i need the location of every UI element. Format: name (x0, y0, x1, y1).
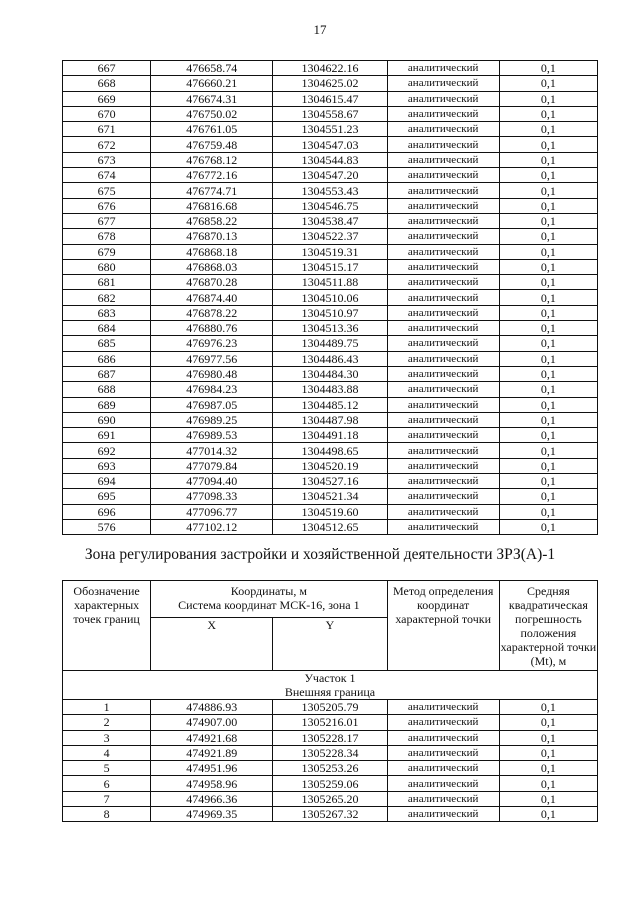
y-coordinate-cell: 1304547.03 (273, 137, 387, 152)
x-coordinate-cell: 477098.33 (151, 489, 273, 504)
table-row (63, 745, 598, 760)
table-row (63, 807, 598, 822)
x-coordinate-cell: 476984.23 (151, 382, 273, 397)
x-coordinate-cell: 476870.28 (151, 275, 273, 290)
y-coordinate-cell: 1304512.65 (273, 519, 387, 534)
method-cell: аналитический (387, 168, 499, 183)
error-cell: 0,1 (499, 351, 597, 366)
y-coordinate-cell: 1304522.37 (273, 229, 387, 244)
error-cell: 0,1 (499, 700, 597, 715)
header-x: X (151, 618, 273, 671)
header-error: Средняя квадратическая погрешность положения характерной точки (Mt), м (499, 581, 597, 671)
zone-heading: Зона регулирования застройки и хозяйственной деятельности ЗРЗ(А)-1 (84, 546, 556, 563)
error-cell: 0,1 (499, 443, 597, 458)
method-cell: аналитический (387, 761, 499, 776)
table-row (63, 366, 598, 381)
x-coordinate-cell: 477096.77 (151, 504, 273, 519)
table-row (63, 474, 598, 489)
method-cell: аналитический (387, 321, 499, 336)
x-coordinate-cell: 476980.48 (151, 366, 273, 381)
x-coordinate-cell: 474951.96 (151, 761, 273, 776)
table-row (63, 715, 598, 730)
error-cell: 0,1 (499, 244, 597, 259)
header-point: Обозначение характерных точек границ (63, 581, 151, 671)
method-cell: аналитический (387, 91, 499, 106)
point-number-cell: 688 (63, 382, 151, 397)
y-coordinate-cell: 1304484.30 (273, 366, 387, 381)
x-coordinate-cell: 476660.21 (151, 76, 273, 91)
error-cell: 0,1 (499, 412, 597, 427)
y-coordinate-cell: 1304511.88 (273, 275, 387, 290)
y-coordinate-cell: 1304486.43 (273, 351, 387, 366)
method-cell: аналитический (387, 504, 499, 519)
y-coordinate-cell: 1304551.23 (273, 122, 387, 137)
table-row (63, 382, 598, 397)
y-coordinate-cell: 1304487.98 (273, 412, 387, 427)
error-cell: 0,1 (499, 259, 597, 274)
method-cell: аналитический (387, 382, 499, 397)
table-row (63, 305, 598, 320)
x-coordinate-cell: 476858.22 (151, 213, 273, 228)
point-number-cell: 4 (63, 745, 151, 760)
y-coordinate-cell: 1305205.79 (273, 700, 387, 715)
x-coordinate-cell: 474969.35 (151, 807, 273, 822)
y-coordinate-cell: 1304515.17 (273, 259, 387, 274)
x-coordinate-cell: 476870.13 (151, 229, 273, 244)
point-number-cell: 677 (63, 213, 151, 228)
error-cell: 0,1 (499, 715, 597, 730)
error-cell: 0,1 (499, 336, 597, 351)
x-coordinate-cell: 474921.89 (151, 745, 273, 760)
table-row (63, 730, 598, 745)
point-number-cell: 685 (63, 336, 151, 351)
table-row (63, 152, 598, 167)
point-number-cell: 670 (63, 106, 151, 121)
y-coordinate-cell: 1304622.16 (273, 61, 387, 76)
error-cell: 0,1 (499, 122, 597, 137)
error-cell: 0,1 (499, 730, 597, 745)
point-number-cell: 673 (63, 152, 151, 167)
x-coordinate-cell: 477102.12 (151, 519, 273, 534)
y-coordinate-cell: 1304625.02 (273, 76, 387, 91)
header-coords-title: Координаты, м (230, 584, 307, 598)
table-row (63, 321, 598, 336)
point-number-cell: 687 (63, 366, 151, 381)
table-row (63, 776, 598, 791)
y-coordinate-cell: 1304483.88 (273, 382, 387, 397)
y-coordinate-cell: 1305267.32 (273, 807, 387, 822)
table-row (63, 61, 598, 76)
point-number-cell: 681 (63, 275, 151, 290)
error-cell: 0,1 (499, 745, 597, 760)
point-number-cell: 672 (63, 137, 151, 152)
point-number-cell: 6 (63, 776, 151, 791)
x-coordinate-cell: 476774.71 (151, 183, 273, 198)
point-number-cell: 2 (63, 715, 151, 730)
table-row (63, 791, 598, 806)
x-coordinate-cell: 476989.53 (151, 428, 273, 443)
point-number-cell: 689 (63, 397, 151, 412)
method-cell: аналитический (387, 61, 499, 76)
point-number-cell: 675 (63, 183, 151, 198)
table-row (63, 76, 598, 91)
table-row (63, 244, 598, 259)
error-cell: 0,1 (499, 428, 597, 443)
x-coordinate-cell: 476768.12 (151, 152, 273, 167)
y-coordinate-cell: 1304510.97 (273, 305, 387, 320)
x-coordinate-cell: 477094.40 (151, 474, 273, 489)
header-method: Метод определения координат характерной точки (387, 581, 499, 671)
error-cell: 0,1 (499, 305, 597, 320)
error-cell: 0,1 (499, 807, 597, 822)
point-number-cell: 691 (63, 428, 151, 443)
point-number-cell: 5 (63, 761, 151, 776)
error-cell: 0,1 (499, 183, 597, 198)
x-coordinate-cell: 474958.96 (151, 776, 273, 791)
method-cell: аналитический (387, 791, 499, 806)
point-number-cell: 667 (63, 61, 151, 76)
point-number-cell: 674 (63, 168, 151, 183)
x-coordinate-cell: 476759.48 (151, 137, 273, 152)
method-cell: аналитический (387, 244, 499, 259)
y-coordinate-cell: 1304520.19 (273, 458, 387, 473)
page-number: 17 (313, 22, 327, 37)
table-row (63, 198, 598, 213)
point-number-cell: 680 (63, 259, 151, 274)
x-coordinate-cell: 476674.31 (151, 91, 273, 106)
point-number-cell: 693 (63, 458, 151, 473)
method-cell: аналитический (387, 198, 499, 213)
y-coordinate-cell: 1304510.06 (273, 290, 387, 305)
error-cell: 0,1 (499, 474, 597, 489)
method-cell: аналитический (387, 700, 499, 715)
table-row (63, 183, 598, 198)
method-cell: аналитический (387, 76, 499, 91)
method-cell: аналитический (387, 519, 499, 534)
point-number-cell: 668 (63, 76, 151, 91)
method-cell: аналитический (387, 807, 499, 822)
method-cell: аналитический (387, 122, 499, 137)
table-row (63, 122, 598, 137)
point-number-cell: 669 (63, 91, 151, 106)
method-cell: аналитический (387, 443, 499, 458)
point-number-cell: 694 (63, 474, 151, 489)
header-coord-system: Система координат МСК-16, зона 1 (178, 598, 360, 612)
method-cell: аналитический (387, 137, 499, 152)
method-cell: аналитический (387, 305, 499, 320)
y-coordinate-cell: 1304553.43 (273, 183, 387, 198)
error-cell: 0,1 (499, 290, 597, 305)
x-coordinate-cell: 474907.00 (151, 715, 273, 730)
error-cell: 0,1 (499, 776, 597, 791)
table-row (63, 761, 598, 776)
table-row (63, 458, 598, 473)
x-coordinate-cell: 476868.18 (151, 244, 273, 259)
error-cell: 0,1 (499, 791, 597, 806)
header-coords (151, 581, 387, 618)
zone-coordinates-table (62, 580, 598, 822)
table-row (63, 351, 598, 366)
x-coordinate-cell: 476750.02 (151, 106, 273, 121)
y-coordinate-cell: 1304513.36 (273, 321, 387, 336)
y-coordinate-cell: 1304547.20 (273, 168, 387, 183)
y-coordinate-cell: 1304519.31 (273, 244, 387, 259)
x-coordinate-cell: 474886.93 (151, 700, 273, 715)
method-cell: аналитический (387, 290, 499, 305)
x-coordinate-cell: 476761.05 (151, 122, 273, 137)
error-cell: 0,1 (499, 504, 597, 519)
coordinates-table-body (63, 61, 598, 535)
method-cell: аналитический (387, 213, 499, 228)
error-cell: 0,1 (499, 61, 597, 76)
table-row (63, 519, 598, 534)
point-number-cell: 576 (63, 519, 151, 534)
x-coordinate-cell: 476658.74 (151, 61, 273, 76)
table-row (63, 290, 598, 305)
method-cell: аналитический (387, 474, 499, 489)
y-coordinate-cell: 1305253.26 (273, 761, 387, 776)
point-number-cell: 1 (63, 700, 151, 715)
point-number-cell: 678 (63, 229, 151, 244)
table-row (63, 259, 598, 274)
method-cell: аналитический (387, 351, 499, 366)
method-cell: аналитический (387, 336, 499, 351)
error-cell: 0,1 (499, 458, 597, 473)
y-coordinate-cell: 1304519.60 (273, 504, 387, 519)
table-row (63, 443, 598, 458)
y-coordinate-cell: 1304527.16 (273, 474, 387, 489)
table-row (63, 397, 598, 412)
method-cell: аналитический (387, 366, 499, 381)
y-coordinate-cell: 1305228.17 (273, 730, 387, 745)
error-cell: 0,1 (499, 275, 597, 290)
x-coordinate-cell: 476874.40 (151, 290, 273, 305)
method-cell: аналитический (387, 730, 499, 745)
error-cell: 0,1 (499, 137, 597, 152)
method-cell: аналитический (387, 397, 499, 412)
point-number-cell: 682 (63, 290, 151, 305)
point-number-cell: 695 (63, 489, 151, 504)
point-number-cell: 684 (63, 321, 151, 336)
y-coordinate-cell: 1304489.75 (273, 336, 387, 351)
table-row (63, 137, 598, 152)
table-row (63, 275, 598, 290)
x-coordinate-cell: 477014.32 (151, 443, 273, 458)
table-row (63, 504, 598, 519)
point-number-cell: 692 (63, 443, 151, 458)
y-coordinate-cell: 1305216.01 (273, 715, 387, 730)
x-coordinate-cell: 476878.22 (151, 305, 273, 320)
y-coordinate-cell: 1304615.47 (273, 91, 387, 106)
method-cell: аналитический (387, 275, 499, 290)
y-coordinate-cell: 1305228.34 (273, 745, 387, 760)
table-row (63, 91, 598, 106)
x-coordinate-cell: 476868.03 (151, 259, 273, 274)
point-number-cell: 3 (63, 730, 151, 745)
method-cell: аналитический (387, 412, 499, 427)
x-coordinate-cell: 476816.68 (151, 198, 273, 213)
point-number-cell: 686 (63, 351, 151, 366)
y-coordinate-cell: 1304485.12 (273, 397, 387, 412)
error-cell: 0,1 (499, 229, 597, 244)
table-row (63, 106, 598, 121)
zone-table-body (63, 671, 598, 822)
error-cell: 0,1 (499, 106, 597, 121)
method-cell: аналитический (387, 183, 499, 198)
x-coordinate-cell: 476880.76 (151, 321, 273, 336)
table-row (63, 336, 598, 351)
section-label: Участок 1 (63, 671, 598, 686)
y-coordinate-cell: 1304491.18 (273, 428, 387, 443)
x-coordinate-cell: 476989.25 (151, 412, 273, 427)
table-row (63, 213, 598, 228)
method-cell: аналитический (387, 152, 499, 167)
method-cell: аналитический (387, 106, 499, 121)
error-cell: 0,1 (499, 382, 597, 397)
y-coordinate-cell: 1304538.47 (273, 213, 387, 228)
method-cell: аналитический (387, 745, 499, 760)
y-coordinate-cell: 1304544.83 (273, 152, 387, 167)
table-row (63, 412, 598, 427)
method-cell: аналитический (387, 489, 499, 504)
error-cell: 0,1 (499, 366, 597, 381)
point-number-cell: 696 (63, 504, 151, 519)
point-number-cell: 683 (63, 305, 151, 320)
x-coordinate-cell: 474921.68 (151, 730, 273, 745)
method-cell: аналитический (387, 259, 499, 274)
point-number-cell: 7 (63, 791, 151, 806)
y-coordinate-cell: 1304521.34 (273, 489, 387, 504)
point-number-cell: 690 (63, 412, 151, 427)
method-cell: аналитический (387, 428, 499, 443)
method-cell: аналитический (387, 229, 499, 244)
y-coordinate-cell: 1305265.20 (273, 791, 387, 806)
error-cell: 0,1 (499, 489, 597, 504)
point-number-cell: 671 (63, 122, 151, 137)
y-coordinate-cell: 1305259.06 (273, 776, 387, 791)
point-number-cell: 679 (63, 244, 151, 259)
y-coordinate-cell: 1304498.65 (273, 443, 387, 458)
table-row (63, 428, 598, 443)
x-coordinate-cell: 476772.16 (151, 168, 273, 183)
error-cell: 0,1 (499, 168, 597, 183)
method-cell: аналитический (387, 776, 499, 791)
table-row (63, 700, 598, 715)
subsection-label: Внешняя граница (63, 685, 598, 700)
table-row (63, 168, 598, 183)
x-coordinate-cell: 476976.23 (151, 336, 273, 351)
coordinates-table-continued (62, 60, 598, 535)
table-row (63, 229, 598, 244)
error-cell: 0,1 (499, 321, 597, 336)
method-cell: аналитический (387, 458, 499, 473)
error-cell: 0,1 (499, 91, 597, 106)
error-cell: 0,1 (499, 519, 597, 534)
error-cell: 0,1 (499, 213, 597, 228)
x-coordinate-cell: 474966.36 (151, 791, 273, 806)
error-cell: 0,1 (499, 198, 597, 213)
point-number-cell: 676 (63, 198, 151, 213)
error-cell: 0,1 (499, 761, 597, 776)
y-coordinate-cell: 1304558.67 (273, 106, 387, 121)
method-cell: аналитический (387, 715, 499, 730)
x-coordinate-cell: 476977.56 (151, 351, 273, 366)
x-coordinate-cell: 476987.05 (151, 397, 273, 412)
error-cell: 0,1 (499, 76, 597, 91)
error-cell: 0,1 (499, 397, 597, 412)
y-coordinate-cell: 1304546.75 (273, 198, 387, 213)
point-number-cell: 8 (63, 807, 151, 822)
header-y: Y (273, 618, 387, 671)
x-coordinate-cell: 477079.84 (151, 458, 273, 473)
error-cell: 0,1 (499, 152, 597, 167)
table-row (63, 489, 598, 504)
